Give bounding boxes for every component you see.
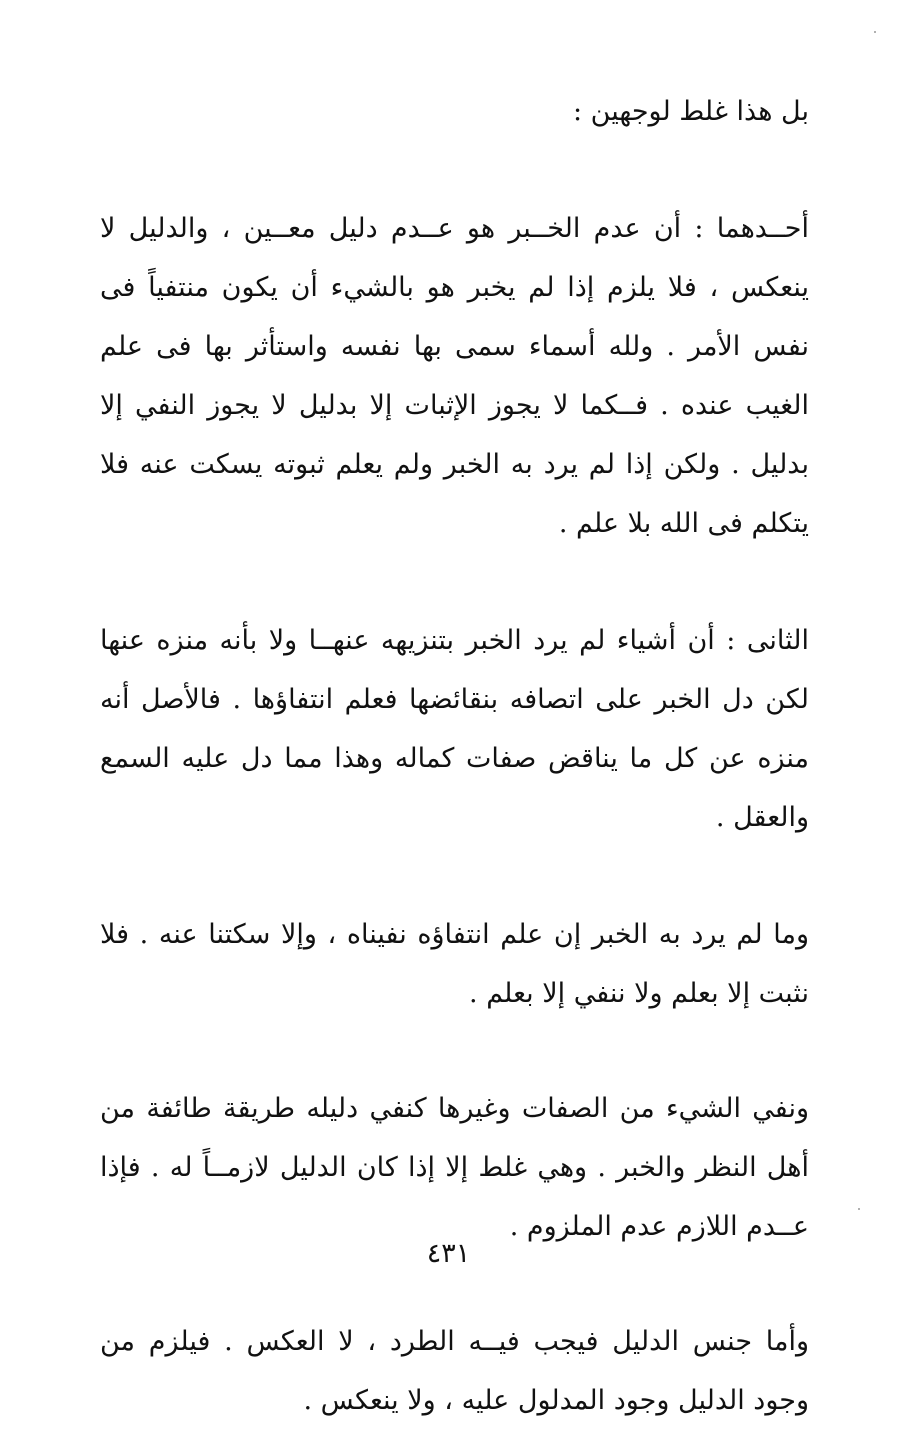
paragraph-negation: ونفي الشيء من الصفات وغيرها كنفي دليله طريقة طائفة من أهل النظر والخبر . وهي غلط إلا إذا كان الدليل لازمــاً له . فإذا عــدم اللازم عدم الملزوم . [100, 1093, 809, 1242]
paragraph-second-reason: الثانى : أن أشياء لم يرد الخبر بتنزيهه عنهــا ولا بأنه منزه عنها لكن دل الخبر على اتصافه بنقائضها فعلم انتفاؤها . فالأصل أنه منزه عن كل ما يناقض صفات كماله وهذا مما دل عليه السمع والعقل . [100, 625, 809, 833]
paragraph-unreported: وما لم يرد به الخبر إن علم انتفاؤه نفيناه ، وإلا سكتنا عنه . فلا نثبت إلا بعلم ولا ننفي إلا بعلم . [100, 919, 809, 1009]
scan-speck [858, 1208, 860, 1210]
paragraph-evidence-genus: وأما جنس الدليل فيجب فيــه الطرد ، لا العكس . فيلزم من وجود الدليل وجود المدلول عليه ، ولا ينعكس . [100, 1326, 809, 1416]
page-number: ٤٣١ [426, 1238, 471, 1269]
scan-speck [874, 31, 876, 33]
section-heading: بل هذا غلط لوجهين : [573, 96, 809, 127]
paragraph-first-reason: أحــدهما : أن عدم الخــبر هو عــدم دليل معــين ، والدليل لا ينعكس ، فلا يلزم إذا لم يخبر هو بالشيء أن يكون منتفياً فى نفس الأمر . ولله أسماء سمى بها نفسه واستأثر بها فى علم الغيب عنده . فــكما لا يجوز الإثبات إلا بدليل لا يجوز النفي إلا بدليل . ولكن إذا لم يرد به الخبر ولم يعلم ثبوته يسكت عنه فلا يتكلم فى الله بلا علم . [100, 213, 809, 539]
